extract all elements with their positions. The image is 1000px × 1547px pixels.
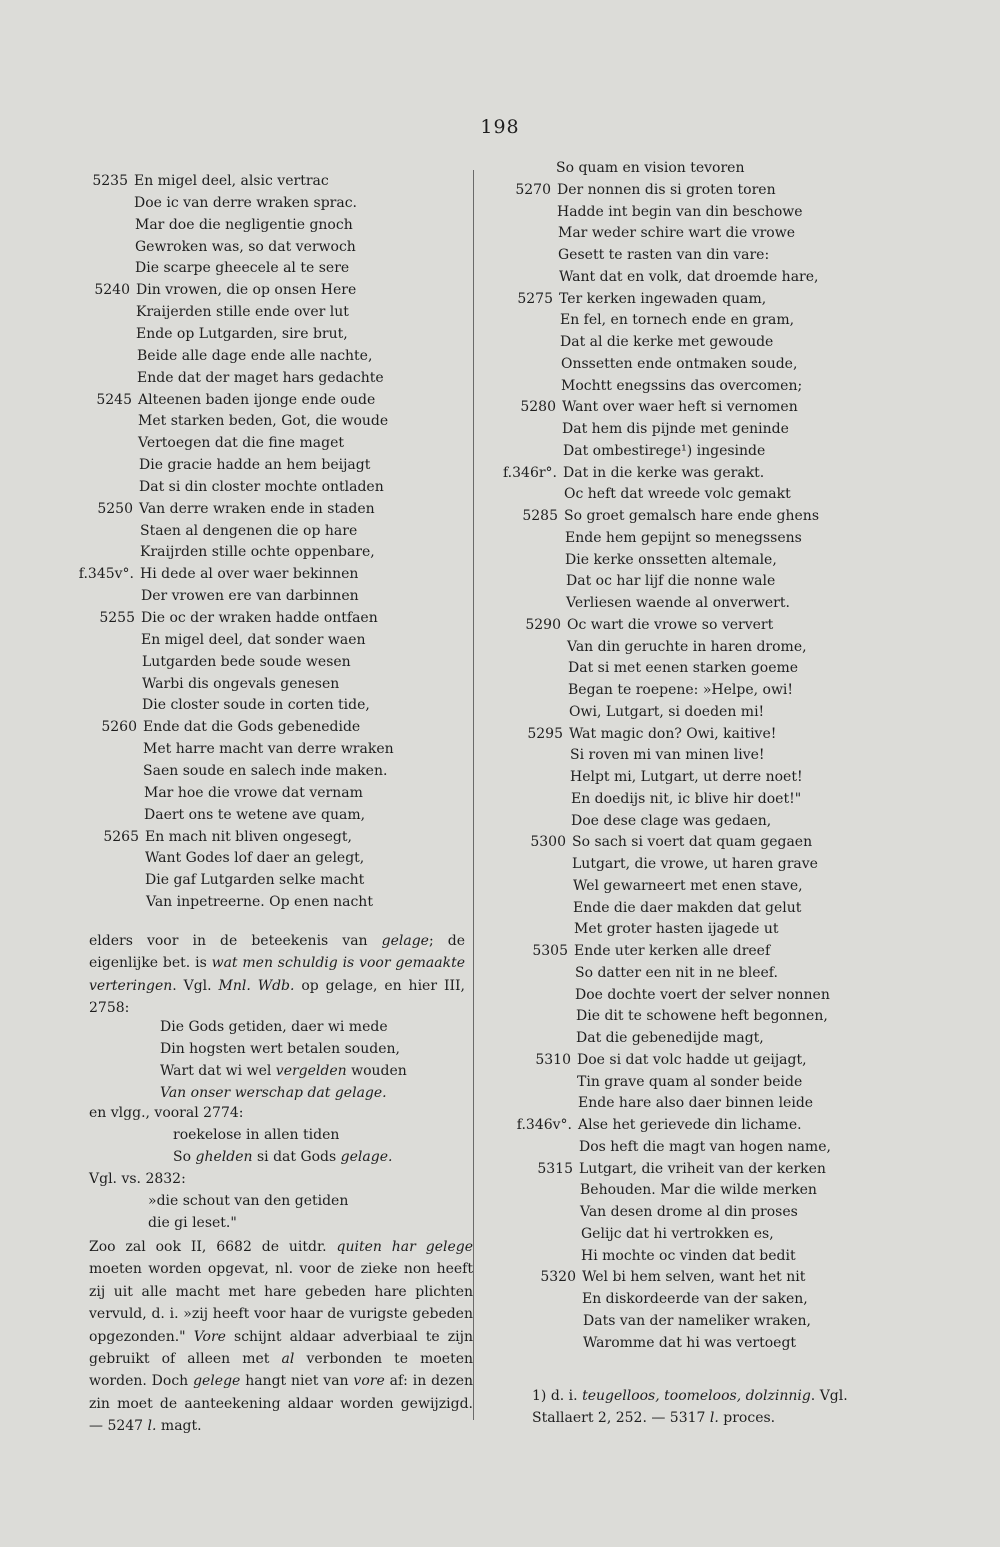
verse-text: Wel bi hem selven, want het nit xyxy=(582,1269,806,1286)
verse-text: Die kerke onssetten altemale, xyxy=(565,551,777,568)
verse-text: Met starken beden, Got, die woude xyxy=(138,413,389,430)
verse-line xyxy=(582,1288,808,1310)
verse-number: f.345v°. xyxy=(78,566,134,583)
verse-text: Want dat en volk, dat droemde hare, xyxy=(559,268,819,285)
verse-line xyxy=(99,607,378,629)
verse-text: Owi, Lutgart, si doeden mi! xyxy=(569,703,765,720)
italic-term: l. xyxy=(709,1410,719,1426)
verse-line xyxy=(576,1005,828,1027)
verse-text: Beide alle dage ende alle nachte, xyxy=(137,347,373,364)
verse-line xyxy=(535,1049,807,1071)
verse-line xyxy=(565,549,777,571)
verse-line xyxy=(568,679,793,701)
verse-line xyxy=(581,1223,774,1245)
verse-line xyxy=(540,1266,806,1288)
verse-line xyxy=(136,301,349,323)
verse-text: Hadde int begin van din beschowe xyxy=(557,203,803,220)
note-paragraph: Zoo zal ook II, 6682 de uitdr. quiten har gelege moeten worden opgevat, nl. voor de zieke non heeft zij uit alle macht met hare gebeden hare plichten vervuld, d. i. »zij heeft voor haar de vurigste gebeden opgezonden." Vore schijnt aldaar adverbiaal te zijn gebruikt of alleen met al verbonden te moeten worden. Doch gelege hangt niet van vore af: in dezen zin moet de aanteekening aldaar worden gewijzigd. — 5247 l. magt. xyxy=(89,1239,473,1435)
verse-text: Saen soude en salech inde maken. xyxy=(143,762,388,779)
footnote: 1) d. i. teugelloos, toomeloos, dolzinnig. Vgl. Stallaert 2, 252. — 5317 l. proces. xyxy=(532,1388,848,1426)
verse-line xyxy=(135,236,356,258)
verse-text: Hi dede al over waer bekinnen xyxy=(140,566,359,583)
verse-line xyxy=(145,847,364,869)
verse-text: Tin grave quam al sonder beide xyxy=(577,1073,803,1090)
verse-text: En migel deel, alsic vertrac xyxy=(134,173,329,189)
verse-line xyxy=(567,636,807,658)
verse-text: Lutgart, die vrowe, ut haren grave xyxy=(572,856,818,872)
verse-line xyxy=(566,570,775,592)
verse-text: So quam en vision tevoren xyxy=(556,160,745,176)
verse-text: Alteenen baden ijonge ende oude xyxy=(138,391,376,408)
verse-text: Dat al die kerke met gewoude xyxy=(560,334,774,350)
verse-line xyxy=(145,869,364,891)
verse-text: Doe dese clage was gedaen, xyxy=(571,812,772,829)
verse-line xyxy=(525,614,774,636)
verse-text: Met harre macht van derre wraken xyxy=(143,741,394,758)
verse-line xyxy=(516,1114,802,1136)
verse-text: Gesett te rasten van din vare: xyxy=(558,247,770,263)
verse-line xyxy=(142,694,370,716)
verse-number: 5320 xyxy=(540,1269,576,1286)
verse-line xyxy=(141,629,366,651)
verse-line xyxy=(570,766,803,788)
note-line: die gi leset." xyxy=(148,1215,237,1231)
verse-line xyxy=(568,657,798,679)
verse-line xyxy=(560,331,773,353)
verse-line xyxy=(517,288,767,310)
verse-line xyxy=(561,353,797,375)
italic-term: vore xyxy=(353,1373,385,1390)
verse-number: 5255 xyxy=(99,610,135,626)
verse-text: En doedijs nit, ic blive hir doet!" xyxy=(571,790,802,807)
column-divider xyxy=(473,170,474,1420)
verse-line xyxy=(139,476,384,498)
verse-text: Van desen drome al din proses xyxy=(580,1204,798,1220)
verse-text: Din vrowen, die op onsen Here xyxy=(136,282,357,299)
verse-line xyxy=(97,498,375,520)
verse-text: Doe dochte voert der selver nonnen xyxy=(575,986,830,1003)
verse-line xyxy=(94,279,357,301)
verse-number: 5285 xyxy=(522,508,558,524)
verse-number: 5295 xyxy=(527,725,563,742)
verse-text: Ter kerken ingewaden quam, xyxy=(559,290,767,307)
verse-line xyxy=(577,1071,802,1093)
verse-text: Die dit te schowene heft begonnen, xyxy=(576,1008,828,1025)
verse-line xyxy=(580,1201,798,1223)
verse-line xyxy=(134,192,357,214)
verse-text: Wat magic don? Owi, kaitive! xyxy=(569,725,777,742)
verse-text: Die gracie hadde an hem beijagt xyxy=(139,457,371,474)
verse-text: Ende hem gepijnt so menegssens xyxy=(565,529,802,546)
verse-text: Want Godes lof daer an gelegt, xyxy=(145,850,365,867)
verse-text: Behouden. Mar die wilde merken xyxy=(580,1182,817,1199)
verse-text: Der nonnen dis si groten toren xyxy=(557,181,776,198)
verse-text: Ende hare also daer binnen leide xyxy=(578,1095,814,1112)
verse-text: Met groter hasten ijagede ut xyxy=(574,921,779,938)
verse-number: 5265 xyxy=(103,828,139,845)
verse-line xyxy=(138,432,344,454)
verse-line xyxy=(557,201,803,223)
verse-number: 5240 xyxy=(94,282,130,299)
verse-line xyxy=(571,810,771,832)
verse-line xyxy=(573,875,803,897)
verse-line xyxy=(583,1332,796,1354)
verse-number: 5310 xyxy=(535,1051,571,1068)
verse-text: Kraijrden stille ochte oppenbare, xyxy=(140,544,375,561)
note-line: roekelose in allen tiden xyxy=(173,1127,340,1143)
verse-text: Van din geruchte in haren drome, xyxy=(567,638,807,655)
verse-line xyxy=(136,323,348,345)
verse-text: So datter een nit in ne bleef. xyxy=(575,964,778,981)
verse-text: Mar doe die negligentie gnoch xyxy=(135,216,353,233)
verse-line xyxy=(143,738,394,760)
italic-term: al xyxy=(281,1351,295,1368)
verse-line xyxy=(101,716,361,738)
verse-text: Die gaf Lutgarden selke macht xyxy=(145,872,365,889)
verse-line xyxy=(144,782,363,804)
note-paragraph: elders voor in de beteekenis van gelage; de eigenlijke bet. is wat men schuldig is voor gemaakte verteringen. Vgl. Mnl. Wdb. op gelage, en hier III, 2758: xyxy=(89,933,465,1017)
verse-number: 5300 xyxy=(530,834,566,851)
verse-number: 5290 xyxy=(525,616,561,633)
verse-line xyxy=(520,396,798,418)
verse-text: Warbi dis ongevals genesen xyxy=(142,675,340,692)
italic-term: Mnl. Wdb. xyxy=(218,977,295,994)
verse-line xyxy=(537,1158,826,1180)
verse-number: 5260 xyxy=(101,719,137,736)
verse-text: Lutgart, die vriheit van der kerken xyxy=(579,1160,826,1177)
verse-line xyxy=(581,1245,796,1267)
verse-line xyxy=(503,462,765,484)
verse-line xyxy=(135,214,353,236)
verse-line xyxy=(78,563,359,585)
verse-text: Ende die daer makden dat gelut xyxy=(573,899,802,916)
italic-term: gelage. xyxy=(340,1149,393,1165)
verse-text: Dat ombestirege¹) ingesinde xyxy=(563,442,766,459)
verse-line xyxy=(579,1136,831,1158)
verse-text: En fel, en tornech ende en gram, xyxy=(560,312,795,329)
note-line: Wart dat wi wel vergelden wouden xyxy=(160,1063,407,1079)
italic-term: Van onser werschap dat gelage. xyxy=(160,1085,387,1101)
verse-text: Dat si met eenen starken goeme xyxy=(568,660,799,677)
verse-text: Waromme dat hi was vertoegt xyxy=(583,1334,797,1351)
verse-number: 5275 xyxy=(517,290,553,307)
verse-text: Dat die gebenedijde magt, xyxy=(576,1030,764,1046)
verse-text: Der vrowen ere van darbinnen xyxy=(141,588,359,605)
verse-line xyxy=(103,826,352,848)
verse-line xyxy=(566,592,790,614)
verse-line xyxy=(558,222,795,244)
verse-line xyxy=(558,244,769,266)
verse-line xyxy=(141,585,359,607)
verse-number: 5305 xyxy=(532,943,568,959)
verse-text: Dos heft die magt van hogen name, xyxy=(579,1138,831,1155)
verse-number: f.346v°. xyxy=(516,1117,572,1133)
verse-text: En mach nit bliven ongesegt, xyxy=(145,828,352,845)
verse-line xyxy=(565,527,802,549)
page-number: 198 xyxy=(480,116,520,138)
verse-text: Gelijc dat hi vertrokken es, xyxy=(581,1225,774,1242)
verse-text: Oc wart die vrowe so ververt xyxy=(567,616,774,633)
verse-line xyxy=(563,440,765,462)
italic-term: quiten har gelege xyxy=(336,1239,473,1255)
verse-line xyxy=(561,375,802,397)
note-line: Din hogsten wert betalen souden, xyxy=(160,1041,400,1057)
verse-text: Doe si dat volc hadde ut geijagt, xyxy=(577,1051,807,1068)
verse-line xyxy=(562,418,789,440)
verse-text: So groet gemalsch hare ende ghens xyxy=(564,508,820,524)
verse-line xyxy=(578,1092,813,1114)
verse-text: Kraijerden stille ende over lut xyxy=(136,304,349,321)
verse-text: Wel gewarneert met enen stave, xyxy=(573,877,803,894)
verse-line xyxy=(140,541,375,563)
verse-text: Ende op Lutgarden, sire brut, xyxy=(136,325,348,342)
verse-number: 5250 xyxy=(97,500,133,517)
verse-text: Began te roepene: »Helpe, owi! xyxy=(568,682,794,698)
verse-line xyxy=(560,309,794,331)
verse-line xyxy=(139,454,370,476)
verse-line xyxy=(569,701,764,723)
verse-line xyxy=(571,788,801,810)
verse-number: f.346r°. xyxy=(503,464,557,481)
verse-text: Lutgarden bede soude wesen xyxy=(142,653,351,670)
verse-line xyxy=(522,505,820,527)
verse-text: Vertoegen dat die fine maget xyxy=(138,435,345,452)
verse-line xyxy=(573,897,801,919)
italic-term: ghelden xyxy=(195,1149,253,1165)
note-line xyxy=(160,1082,387,1104)
verse-text: Doe ic van derre wraken sprac. xyxy=(134,194,357,211)
verse-line xyxy=(572,853,818,875)
verse-text: Onssetten ende ontmaken soude, xyxy=(561,355,798,372)
verse-line xyxy=(96,389,376,411)
verse-text: Alse het gerievede din lichame. xyxy=(578,1117,802,1133)
verse-text: Mochtt enegssins das overcomen; xyxy=(561,377,803,394)
verse-text: Want over waer heft si vernomen xyxy=(562,399,798,416)
verse-number: 5235 xyxy=(92,173,128,189)
verse-line xyxy=(580,1179,817,1201)
verse-text: Verliesen waende al onverwert. xyxy=(566,595,790,611)
verse-text: Ende uter kerken alle dreef xyxy=(574,943,771,959)
verse-line xyxy=(530,831,813,853)
italic-term: l. xyxy=(147,1418,157,1435)
verse-text: Ende dat der maget hars gedachte xyxy=(137,369,384,386)
verse-text: Helpt mi, Lutgart, ut derre noet! xyxy=(570,769,803,785)
verse-line xyxy=(564,483,791,505)
italic-term: gelege xyxy=(193,1373,241,1390)
verse-line xyxy=(142,651,351,673)
italic-term: Vore xyxy=(193,1328,226,1345)
verse-text: Dat in die kerke was gerakt. xyxy=(563,464,765,481)
verse-text: Gewroken was, so dat verwoch xyxy=(135,238,356,255)
verse-line xyxy=(92,170,329,192)
verse-text: Staen al dengenen die op hare xyxy=(140,522,358,539)
verse-text: Dat oc har lijf die nonne wale xyxy=(566,573,776,590)
verse-line xyxy=(556,157,744,179)
verse-line xyxy=(142,673,339,695)
verse-text: Dat si din closter mochte ontladen xyxy=(139,478,384,495)
verse-line xyxy=(575,962,778,984)
verse-text: En migel deel, dat sonder waen xyxy=(141,631,366,648)
verse-line xyxy=(135,257,349,279)
verse-text: Dat hem dis pijnde met geninde xyxy=(562,421,789,437)
verse-text: Mar hoe die vrowe dat vernam xyxy=(144,784,363,801)
verse-text: Van inpetreerne. Op enen nacht xyxy=(146,894,373,911)
verse-text: Oc heft dat wreede volc gemakt xyxy=(564,486,791,503)
verse-line xyxy=(146,891,373,913)
verse-text: Daert ons te wetene ave quam, xyxy=(144,806,366,823)
verse-line xyxy=(574,918,779,940)
verse-number: 5280 xyxy=(520,399,556,416)
verse-number: 5315 xyxy=(537,1160,573,1177)
italic-term: teugelloos, toomeloos, dolzinnig xyxy=(582,1388,811,1404)
verse-line xyxy=(532,940,771,962)
verse-line xyxy=(138,410,388,432)
verse-line xyxy=(583,1310,811,1332)
verse-line xyxy=(575,984,830,1006)
verse-text: En diskordeerde van der saken, xyxy=(582,1291,808,1307)
verse-line xyxy=(144,804,365,826)
verse-line xyxy=(559,266,818,288)
note-line: Vgl. vs. 2832: xyxy=(89,1171,186,1187)
verse-text: Dats van der nameliker wraken, xyxy=(583,1312,811,1329)
verse-text: Die scarpe gheecele al te sere xyxy=(135,260,350,277)
verse-line xyxy=(140,520,357,542)
italic-term: gelage xyxy=(381,933,429,949)
verse-number: 5245 xyxy=(96,391,132,408)
verse-text: Die closter soude in corten tide, xyxy=(142,697,370,714)
verse-text: Van derre wraken ende in staden xyxy=(139,500,375,517)
verse-line xyxy=(570,744,765,766)
verse-line xyxy=(515,179,776,201)
verse-text: Si roven mi van minen live! xyxy=(570,747,765,764)
verse-number: 5270 xyxy=(515,181,551,198)
verse-line xyxy=(137,345,372,367)
verse-text: Die oc der wraken hadde ontfaen xyxy=(141,610,378,626)
verse-line xyxy=(527,723,777,745)
verse-line xyxy=(137,367,384,389)
note-line: en vlgg., vooral 2774: xyxy=(89,1105,244,1121)
note-line: Die Gods getiden, daer wi mede xyxy=(160,1019,388,1035)
note-line: So ghelden si dat Gods gelage. xyxy=(173,1149,393,1165)
verse-line xyxy=(143,760,387,782)
verse-text: Mar weder schire wart die vrowe xyxy=(558,225,796,242)
note-line: »die schout van den getiden xyxy=(148,1193,349,1209)
verse-text: So sach si voert dat quam gegaen xyxy=(572,834,813,851)
italic-term: wat men schuldig is voor gemaakte verteringen xyxy=(89,955,465,994)
verse-line xyxy=(576,1027,764,1049)
italic-term: vergelden xyxy=(275,1063,347,1079)
verse-text: Hi mochte oc vinden dat bedit xyxy=(581,1247,796,1264)
verse-text: Ende dat die Gods gebenedide xyxy=(143,719,361,736)
